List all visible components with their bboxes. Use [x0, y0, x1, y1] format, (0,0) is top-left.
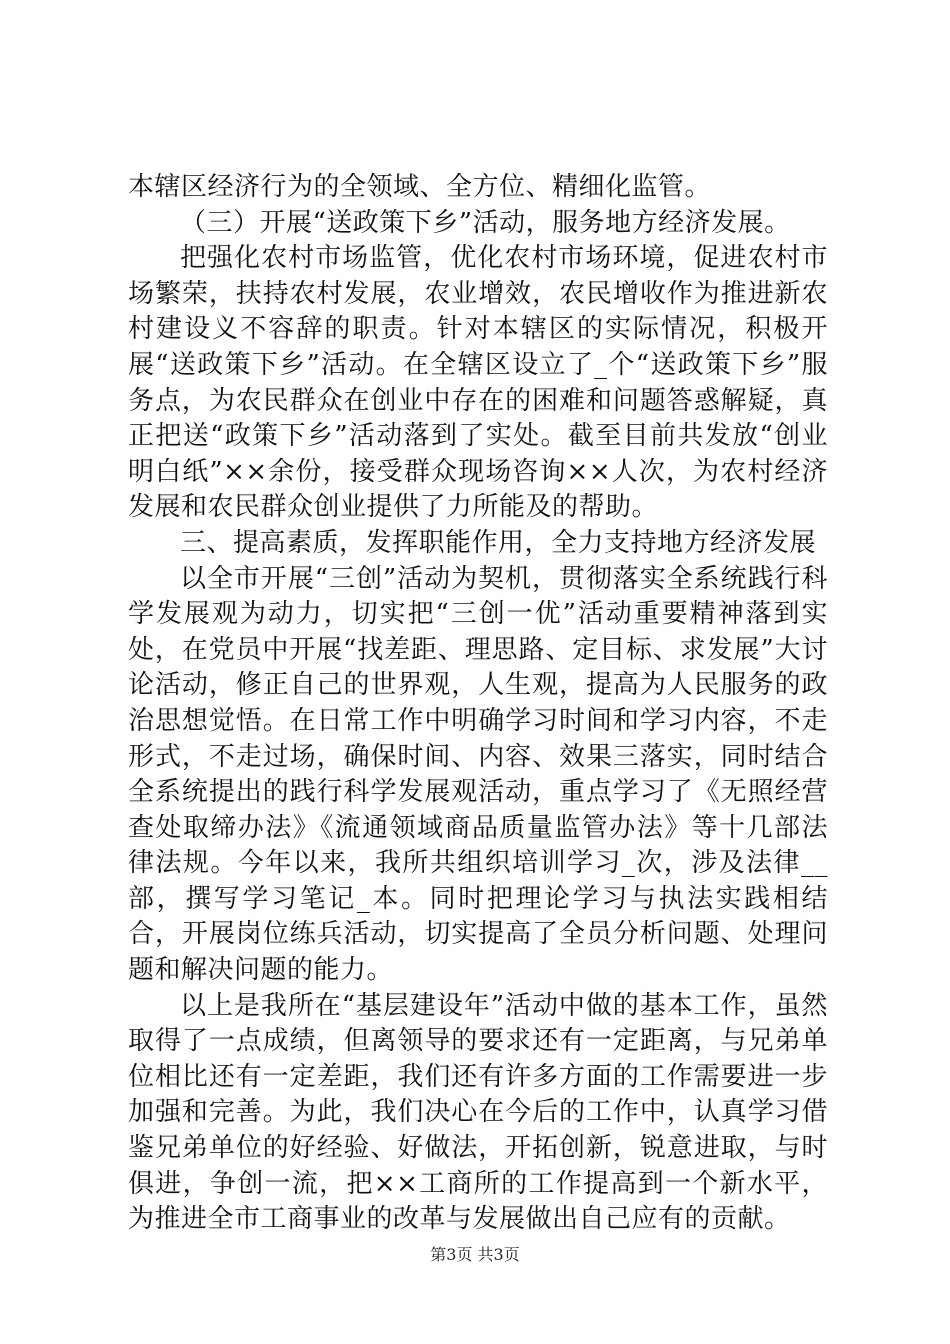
paragraph-study: 以全市开展“三创”活动为契机，贯彻落实全系统践行科学发展观为动力，切实把“三创一优”活动重要精神落到实处，在党员中开展“找差距、理思路、定目标、求发展”大讨论活动，修正自己的世界观，人生观，提高为人民服务的政治思想觉悟。在日常工作中明确学习时间和学习内容，不走形式，不走过场，确保时间、内容、效果三落实，同时结合全系统提出的践行科学发展观活动，重点学习了《无照经营查处取缔办法》《流通领域商品质量监管办法》等十几部法律法规。今年以来，我所共组织培训学习_次，涉及法律__部，撰写学习笔记_本。同时把理论学习与执法实践相结合，开展岗位练兵活动，切实提高了全员分析问题、处理问题和解决问题的能力。	[128, 563, 828, 986]
subheading-send-policy: （三）开展“送政策下乡”活动，服务地方经济发展。	[180, 207, 791, 238]
paragraph-conclusion: 以上是我所在“基层建设年”活动中做的基本工作，虽然取得了一点成绩，但离领导的要求还有一定距离，与兄弟单位相比还有一定差距，我们还有许多方面的工作需要进一步加强和完善。为此，我们决心在今后的工作中，认真学习借鉴兄弟单位的好经验、好做法，开拓创新，锐意进取，与时俱进，争创一流，把××工商所的工作提高到一个新水平，为推进全市工商事业的改革与发展做出自己应有的贡献。	[128, 990, 828, 1235]
page-number-footer: 第3页 共3页	[430, 1245, 520, 1264]
paragraph-continuation: 本辖区经济行为的全领域、全方位、精细化监管。	[128, 172, 712, 202]
paragraph-rural-market: 把强化农村市场监管，优化农村市场环境，促进农村市场繁荣，扶持农村发展，农业增效，农民增收作为推进新农村建设义不容辞的职责。针对本辖区的实际情况，积极开展“送政策下乡”活动。在全辖区设立了_个“送政策下乡”服务点，为农民群众在创业中存在的困难和问题答惑解疑，真正把送“政策下乡”活动落到了实处。截至目前共发放“创业明白纸”××余份，接受群众现场咨询××人次，为农村经济发展和农民群众创业提供了力所能及的帮助。	[128, 243, 828, 523]
section-heading-three: 三、提高素质，发挥职能作用，全力支持地方经济发展	[180, 527, 817, 558]
document-body	[128, 170, 828, 1238]
